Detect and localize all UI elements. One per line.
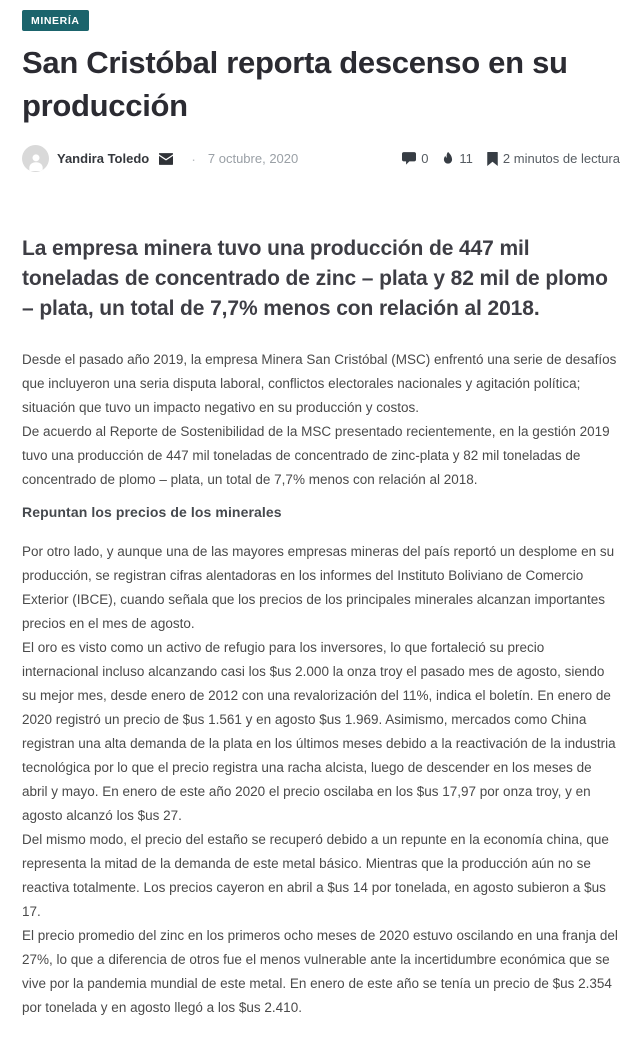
publish-date: 7 octubre, 2020 [207, 151, 299, 166]
views-count: 11 [459, 151, 473, 166]
meta-separator: · [191, 150, 196, 167]
flame-icon [442, 152, 454, 166]
author-block [22, 145, 298, 172]
envelope-icon[interactable] [159, 153, 173, 165]
paragraph: El oro es visto como un activo de refugio para los inversores, lo que fortaleció su precio internacional incluso alcanzando casi los $us 2.000 la onza troy el pasado mes de agosto, siendo su mejor mes, desde enero de 2012 con una revalorización del 11%, indica el boletín. En enero de 2020 registró un precio de $us 1.561 y en agosto $us 1.969. Asimismo, mercados como China registran una alta demanda de la plata en los últimos meses debido a la reactivación de la industria tecnológica por lo que el precio registra una racha alcista, luego de descender en los meses de abril y mayo. En enero de este año 2020 el precio oscilaba en los $us 17,97 por onza troy, y en agosto alcanzó los $us 27. [22, 640, 616, 823]
views-stat [442, 151, 473, 166]
article-subheading: Repuntan los precios de los minerales [22, 504, 282, 520]
article-lead: La empresa minera tuvo una producción de 447 mil toneladas de concentrado de zinc – plata y 82 mil de plomo – plata, un total de 7,7% menos con relación al 2018. [22, 237, 608, 320]
author-name[interactable]: Yandira Toledo [57, 151, 150, 166]
paragraph: El precio promedio del zinc en los primeros ocho meses de 2020 estuvo oscilando en una franja del 27%, lo que a diferencia de otros fue el menos vulnerable ante la incertidumbre económica que se vive por la pandemia mundial de este metal. En enero de este año se tenía un precio de $us 2.354 por tonelada y en agosto llegó a los $us 2.410. [22, 928, 618, 1015]
read-time-label: 2 minutos de lectura [502, 151, 620, 166]
category-badge[interactable]: MINERÍA [22, 10, 89, 31]
article-body-2 [22, 540, 620, 1020]
paragraph: Desde el pasado año 2019, la empresa Minera San Cristóbal (MSC) enfrentó una serie de desafíos que incluyeron una seria disputa laboral, conflictos electorales nacionales y agitación política; situación que tuvo un impacto negativo en su producción y costos. [22, 352, 617, 415]
read-time-stat [487, 151, 620, 166]
person-icon [26, 151, 46, 171]
comments-count: 0 [421, 151, 429, 166]
paragraph: Por otro lado, y aunque una de las mayores empresas mineras del país reportó un desplome en su producción, se registran cifras alentadoras en los informes del Instituto Boliviano de Comercio Exterior (IBCE), cuando señala que los precios de los principales minerales alcanzan importantes precios en el mes de agosto. [22, 544, 615, 631]
comment-bubble-icon [402, 152, 416, 165]
meta-row [22, 145, 620, 172]
bookmark-icon [487, 152, 498, 166]
article-stats [402, 151, 620, 166]
article-title: San Cristóbal reporta descenso en su producción [22, 45, 568, 123]
paragraph: De acuerdo al Reporte de Sostenibilidad de la MSC presentado recientemente, en la gestión 2019 tuvo una producción de 447 mil toneladas de concentrado de zinc-plata y 82 mil toneladas de concentrado de plomo – plata, un total de 7,7% menos con relación al 2018. [22, 424, 610, 487]
article-body-1 [22, 348, 620, 492]
comments-stat[interactable] [402, 151, 428, 166]
paragraph: Del mismo modo, el precio del estaño se recuperó debido a un repunte en la economía china, que representa la mitad de la demanda de este metal básico. Mientras que la producción aún no se reactiva totalmente. Los precios cayeron en abril a $us 14 por tonelada, en agosto subieron a $us 17. [22, 832, 609, 919]
avatar[interactable] [22, 145, 49, 172]
